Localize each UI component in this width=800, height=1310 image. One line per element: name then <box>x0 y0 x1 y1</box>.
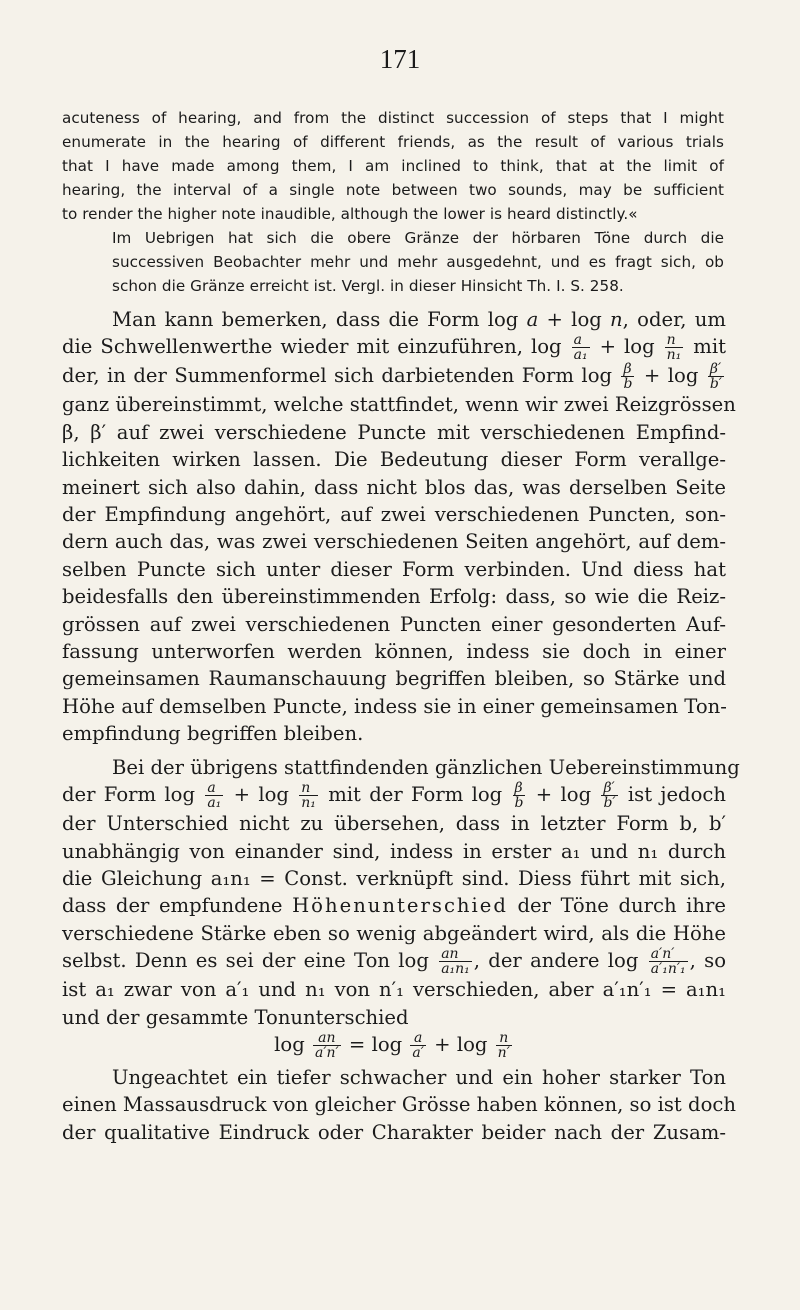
quote-line: to render the higher note inaudible, although the lower is heard distinctly.« <box>62 205 638 223</box>
fraction-denominator: a₁ <box>573 347 588 364</box>
paragraph-3 <box>62 1064 736 1146</box>
text-line: die Gleichung a₁n₁ = Const. verknüpft sind. Diess führt mit sich, <box>62 866 726 890</box>
text-line: ist a₁ zwar von a′₁ und n₁ von n′₁ verschieden, aber a′₁n′₁ = a₁n₁ <box>62 978 726 1002</box>
quote-line: enumerate in the hearing of different friends, as the result of various trials <box>62 133 724 151</box>
fraction-numerator: n <box>499 1029 509 1046</box>
fraction-numerator: a <box>573 332 582 349</box>
emphasized-word: Höhenunterschied <box>292 894 508 918</box>
text-line: ganz übereinstimmt, welche stattfindet, wenn wir zwei Reizgrössen <box>62 393 736 417</box>
fraction-denominator: b′ <box>709 376 722 393</box>
fraction-numerator: β <box>514 780 523 797</box>
text-run: mit der Form log <box>328 783 503 807</box>
text-line <box>62 362 726 391</box>
quote-line: successiven Beobachter mehr und mehr ausgedehnt, und es fragt sich, ob <box>112 253 724 271</box>
text-line: Ungeachtet ein tiefer schwacher und ein hoher starker Ton <box>112 1065 726 1089</box>
text-line: Höhe auf demselben Puncte, indess sie in einer gemeinsamen Ton- <box>62 694 727 718</box>
text-run: die Schwellenwerthe wieder mit einzuführen, log <box>62 335 562 359</box>
text-run: + log <box>538 308 611 331</box>
text-run: + log <box>233 783 289 807</box>
fraction-numerator: n <box>666 332 676 349</box>
text-run: , der andere log <box>473 949 639 973</box>
text-run: + log <box>643 364 699 388</box>
text-run: = log <box>342 1032 403 1056</box>
text-line: der Unterschied nicht zu übersehen, dass in letzter Form b, b′ <box>62 812 726 836</box>
fraction <box>601 781 617 810</box>
text-line: der Empfindung angehört, auf zwei verschiedenen Puncten, son- <box>62 503 726 527</box>
fraction-numerator: β′ <box>709 361 722 378</box>
fraction-numerator: an <box>441 946 459 963</box>
text-run: + log <box>599 335 655 359</box>
fraction <box>205 781 223 810</box>
fraction-denominator: n′ <box>497 1044 510 1061</box>
fraction <box>513 781 526 810</box>
text-line: Bei der übrigens stattfindenden gänzlichen Uebereinstimmung <box>112 755 740 779</box>
text-run: dass der empfundene <box>62 894 293 918</box>
fraction-denominator: n₁ <box>666 347 682 364</box>
fraction <box>621 362 634 391</box>
text-run: + log <box>427 1032 488 1056</box>
footnote-quote <box>62 106 724 298</box>
text-run: der Form log <box>62 783 195 807</box>
quote-line: Im Uebrigen hat sich die obere Gränze der hörbaren Töne durch die <box>112 229 724 247</box>
fraction-denominator: a′n′ <box>314 1044 339 1061</box>
fraction-numerator: β <box>623 361 632 378</box>
text-run: , so <box>689 949 727 973</box>
main-text <box>62 306 740 1146</box>
text-line: und der gesammte Tonunterschied <box>62 1005 409 1029</box>
text-run: log <box>274 1032 305 1056</box>
quote-paragraph-2 <box>62 226 724 298</box>
text-line: grössen auf zwei verschiedenen Puncten einer gesonderten Auf- <box>62 612 726 636</box>
text-run: der Töne durch ihre <box>507 894 726 918</box>
fraction-numerator: n <box>301 780 311 797</box>
text-line <box>62 781 726 810</box>
fraction <box>299 781 318 810</box>
fraction-numerator: a <box>207 780 216 797</box>
paragraph-1 <box>62 306 736 748</box>
text-line: beidesfalls den übereinstimmenden Erfolg: dass, so wie die Reiz- <box>62 585 726 609</box>
fraction-denominator: b <box>514 795 524 812</box>
fraction-numerator: β′ <box>603 780 615 797</box>
paragraph-2 <box>62 754 740 1061</box>
quote-line: that I have made among them, I am inclined to think, that at the limit of <box>62 157 724 175</box>
fraction-denominator: a′₁n′₁ <box>650 961 686 978</box>
text-line: lichkeiten wirken lassen. Die Bedeutung dieser Form verallge- <box>62 448 726 472</box>
fraction-denominator: b <box>623 376 633 393</box>
fraction-denominator: a₁ <box>207 795 222 812</box>
fraction <box>649 947 688 976</box>
fraction-denominator: b′ <box>603 795 616 812</box>
fraction-numerator: a <box>414 1029 423 1046</box>
text-run: ist jedoch <box>627 783 726 807</box>
fraction <box>572 333 590 362</box>
fraction-denominator: a₁n₁ <box>441 961 470 978</box>
text-run: mit <box>693 335 727 359</box>
display-formula <box>62 1031 726 1060</box>
fraction-denominator: n₁ <box>301 795 316 812</box>
fraction <box>313 1031 341 1060</box>
text-line: dern auch das, was zwei verschiedenen Seiten angehört, auf dem- <box>62 530 726 554</box>
text-line <box>62 306 726 333</box>
fraction <box>410 1031 426 1060</box>
text-line: gemeinsamen Raumanschauung begriffen bleiben, so Stärke und <box>62 667 726 691</box>
quote-paragraph-1 <box>62 106 724 226</box>
text-run: , oder, um <box>622 308 726 331</box>
text-run: selbst. Denn es sei der eine Ton log <box>62 949 429 973</box>
quote-line: hearing, the interval of a single note between two sounds, may be sufficient <box>62 181 724 199</box>
text-run: der, in der Summenformel sich darbietenden Form log <box>62 364 613 388</box>
text-line <box>62 947 726 976</box>
text-line: einen Massausdruck von gleicher Grösse haben können, so ist doch <box>62 1093 736 1117</box>
math-var: a <box>526 308 539 331</box>
text-line: empfindung begriffen bleiben. <box>62 722 364 746</box>
fraction <box>496 1031 512 1060</box>
text-run: Man kann bemerken, dass die Form log <box>112 308 527 331</box>
text-line: meinert sich also dahin, dass nicht blos das, was derselben Seite <box>62 475 726 499</box>
fraction <box>708 362 724 391</box>
quote-line: acuteness of hearing, and from the distinct succession of steps that I might <box>62 109 724 127</box>
quote-line: schon die Gränze erreicht ist. Vergl. in dieser Hinsicht Th. I. S. 258. <box>112 277 624 295</box>
fraction <box>665 333 684 362</box>
fraction-denominator: a′ <box>412 1044 424 1061</box>
text-line: unabhängig von einander sind, indess in erster a₁ und n₁ durch <box>62 839 726 863</box>
fraction <box>439 947 472 976</box>
text-line: fassung unterworfen werden können, indess sie doch in einer <box>62 640 726 664</box>
page-number: 171 <box>379 44 421 74</box>
text-line <box>62 892 726 919</box>
text-line: der qualitative Eindruck oder Charakter beider nach der Zusam- <box>62 1120 726 1144</box>
fraction-numerator: an <box>318 1029 336 1046</box>
text-line: β, β′ auf zwei verschiedene Puncte mit verschiedenen Empfind- <box>62 420 726 444</box>
text-line <box>62 333 726 362</box>
text-line: verschiedene Stärke eben so wenig abgeändert wird, als die Höhe <box>62 921 726 945</box>
fraction-numerator: a′n′ <box>650 946 675 963</box>
text-run: + log <box>535 783 592 807</box>
text-line: selben Puncte sich unter dieser Form verbinden. Und diess hat <box>62 557 726 581</box>
math-var: n <box>610 308 623 331</box>
